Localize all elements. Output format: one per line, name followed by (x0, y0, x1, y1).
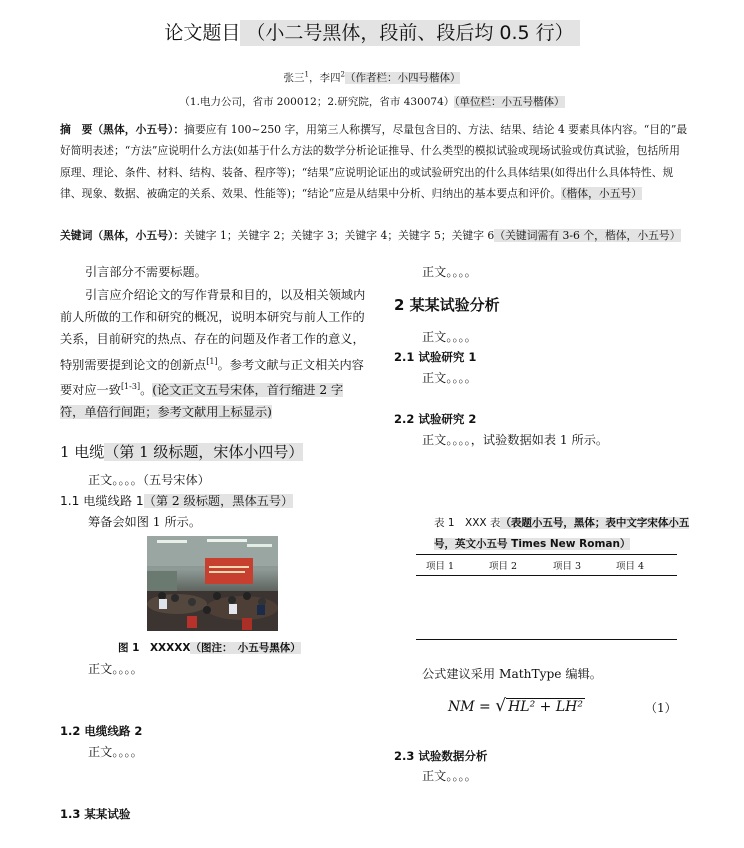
section-1-text: 正文。。。。（五号宋体） (88, 473, 210, 487)
section-2-3-text: 正文。。。。 (422, 769, 477, 783)
heading-1-1-note: （第 2 级标题，黑体五号） (143, 494, 294, 508)
affiliation-format-note: （单位栏：小五号楷体） (454, 96, 565, 108)
intro-p2-text: 引言应介绍论文的写作背景和目的，以及相关领域内前人所做的工作和研究的概况，说明本研究与前人工作的关系，目前研究的热点、存在的问题及作者工作的意义，特别需要提到论文的创新点 (60, 288, 366, 372)
table-top-rule (416, 554, 677, 555)
abstract-format-note: （楷体，小五号） (561, 187, 643, 201)
author-1: 张三 (283, 72, 305, 84)
title-main: 论文题目 (164, 22, 241, 44)
heading-1-1-text: 1.1 电缆线路 1 (60, 494, 144, 508)
table-1-caption (434, 513, 700, 555)
figure-1-caption-note: （图注： 小五号黑体） (190, 642, 301, 654)
table-header-4: 项目 4 (616, 561, 645, 572)
table-header-rule (416, 575, 677, 576)
figure-1-photo (147, 536, 278, 631)
heading-1-3: 1.3 某某试验 (60, 807, 131, 821)
right-text-0: 正文。。。。 (422, 265, 477, 279)
body-format-note: (论文正文五号宋体，首行缩进 2 字符，单倍行间距；参考文献用上标显示) (60, 382, 344, 420)
affiliation-text: （1.电力公司，省市 200012；2.研究院，省市 430074） (179, 96, 455, 108)
figure-1-caption-text: 图 1 XXXXX (118, 642, 191, 654)
section-1-2-text: 正文。。。。 (88, 745, 143, 759)
author-2-sup: 2 (340, 70, 345, 79)
abstract-body: 摘要应有 100~250 字，用第三人称撰写，尽量包含目的、方法、结果、结论 4 要素具体内容。“目的”最好简明表述；“方法”应说明什么方法(如基于什么方法的数学分析论证推导、什么类型的模拟试验或现场试验或仿真试验，包括所用原理、理论、条件、材料、结构、装备、程序等)；“结果”应说明论证出的或试验研究出的什么具体结果(如得出什么具体特性、规律、现象、数据、被确定的关系、效果、性能等)；“结论”应是从结果中分析、归纳出的基本要点和评价。 (60, 123, 688, 201)
formula-number: （1） (645, 701, 677, 715)
section-1-1-text-2: 正文。。。。 (88, 662, 143, 676)
table-header-3: 项目 3 (553, 561, 582, 572)
section-2-2-text: 正文。。。。，试验数据如表 1 所示。 (422, 433, 609, 447)
page-title (0, 18, 744, 45)
author-1-sup: 1 (304, 70, 309, 79)
table-1-caption-text: 表 1 XXX 表 (434, 517, 501, 529)
heading-1-1 (60, 492, 293, 509)
section-1-1-text: 筹备会如图 1 所示。 (88, 515, 202, 529)
figure-1-caption (118, 640, 301, 655)
abstract-label: 摘 要（黑体，小五号）： (60, 123, 185, 136)
formula-1 (448, 696, 585, 716)
intro-paragraph-1: 引言部分不需要标题。 (85, 265, 207, 279)
heading-2-3: 2.3 试验数据分析 (394, 749, 488, 763)
formula-equals: = (479, 699, 491, 715)
table-header-1: 项目 1 (426, 561, 455, 572)
keywords-format-note: （关键词需有 3-6 个，楷体，小五号） (494, 229, 681, 242)
table-1-caption-note: （表题小五号，黑体；表中文字宋体小五号，英文小五号 Times New Roman） (434, 517, 690, 550)
keywords (60, 225, 688, 246)
heading-1-note: （第 1 级标题，宋体小四号） (104, 443, 304, 461)
abstract (60, 119, 688, 205)
meeting-room-image (147, 536, 278, 631)
heading-2-2: 2.2 试验研究 2 (394, 412, 477, 426)
keywords-label: 关键词（黑体，小五号）： (60, 229, 185, 242)
table-header-2: 项目 2 (489, 561, 518, 572)
title-format-note: （小二号黑体，段前、段后均 0.5 行） (240, 20, 579, 46)
section-2-1-text: 正文。。。。 (422, 371, 477, 385)
author-line: 张三$^1$，李四$^2$（作者栏：小四号楷体） (283, 70, 461, 84)
keywords-body: 关键字 1；关键字 2；关键字 3；关键字 4；关键字 5；关键字 6 (184, 229, 495, 242)
intro-paragraph-2 (60, 284, 366, 423)
intro-p2-end: 。 (140, 382, 153, 397)
citation-1: [1] (206, 356, 218, 366)
heading-1 (60, 441, 370, 462)
intro-p2-mid: 。参考文献与正文相关内容要对应一致 (60, 357, 364, 397)
author-format-note: （作者栏：小四号楷体） (344, 72, 461, 84)
heading-2-1: 2.1 试验研究 1 (394, 350, 477, 364)
heading-2: 2 某某试验分析 (394, 296, 500, 314)
author-2: 李四 (319, 72, 341, 84)
heading-1-text: 1 电缆 (60, 443, 105, 461)
section-2-text: 正文。。。。 (422, 330, 477, 344)
formula-lhs: NM (448, 699, 475, 715)
formula-intro: 公式建议采用 MathType 编辑。 (422, 667, 602, 681)
formula-rhs: HL² + LH² (508, 699, 583, 715)
table-bottom-rule (416, 639, 677, 640)
affiliation-line (0, 94, 744, 109)
sqrt-symbol: √ (495, 696, 507, 716)
heading-1-2: 1.2 电缆线路 2 (60, 724, 143, 738)
citation-2: [1-3] (120, 381, 141, 391)
